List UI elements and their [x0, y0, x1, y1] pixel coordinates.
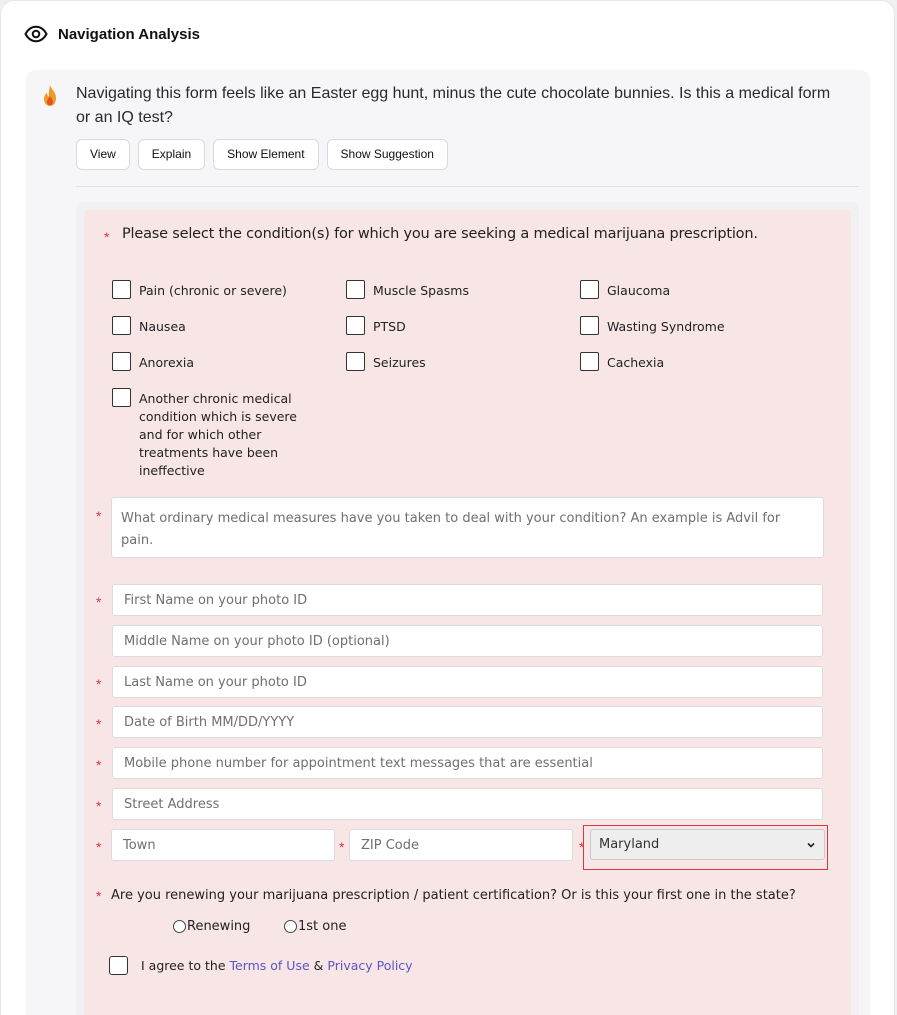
middle-name-input[interactable]: Middle Name on your photo ID (optional) — [112, 625, 823, 657]
checkbox-box[interactable] — [112, 388, 131, 407]
required-mark: * — [104, 229, 110, 245]
explain-button[interactable]: Explain — [138, 139, 205, 170]
checkbox-nausea[interactable] — [112, 318, 186, 336]
required-mark: * — [579, 839, 585, 855]
checkbox-label: Wasting Syndrome — [607, 319, 725, 334]
checkbox-box[interactable] — [112, 316, 131, 335]
required-mark: * — [96, 508, 102, 524]
town-input[interactable]: Town — [111, 829, 335, 861]
checkbox-box[interactable] — [346, 352, 365, 371]
checkbox-cachexia[interactable] — [580, 354, 664, 372]
checkbox-muscle-spasms[interactable] — [346, 282, 469, 300]
show-element-button[interactable]: Show Element — [213, 139, 318, 170]
ampersand: & — [313, 958, 324, 973]
page-title: Navigation Analysis — [58, 25, 200, 43]
checkbox-label: Muscle Spasms — [373, 283, 469, 298]
checkbox-label: Anorexia — [139, 355, 194, 370]
checkbox-box[interactable] — [112, 280, 131, 299]
checkbox-box[interactable] — [112, 352, 131, 371]
checkbox-other-condition[interactable] — [112, 390, 312, 480]
checkbox-glaucoma[interactable] — [580, 282, 670, 300]
agree-checkbox[interactable] — [109, 956, 128, 975]
required-mark: * — [96, 888, 102, 904]
eye-icon — [24, 22, 48, 46]
checkbox-box[interactable] — [580, 352, 599, 371]
checkbox-label: Cachexia — [607, 355, 665, 370]
divider — [76, 186, 859, 187]
checkbox-box[interactable] — [580, 316, 599, 335]
action-buttons — [76, 139, 448, 170]
required-mark: * — [96, 757, 102, 773]
checkbox-pain[interactable] — [112, 282, 287, 300]
radio-label: Renewing — [187, 919, 251, 934]
checkbox-label: Seizures — [373, 355, 426, 370]
renew-question: Are you renewing your marijuana prescription / patient certification? Or is this your first one in the state? — [111, 888, 796, 903]
checkbox-anorexia[interactable] — [112, 354, 194, 372]
checkbox-wasting-syndrome[interactable] — [580, 318, 725, 336]
checkbox-label: Pain (chronic or severe) — [139, 283, 287, 298]
checkbox-label: PTSD — [373, 319, 406, 334]
radio-label: 1st one — [298, 919, 347, 934]
required-mark: * — [96, 798, 102, 814]
state-select-value: Maryland — [599, 837, 660, 852]
checkbox-box[interactable] — [346, 280, 365, 299]
required-mark: * — [96, 594, 102, 610]
mobile-input[interactable]: Mobile phone number for appointment text messages that are essential — [112, 747, 823, 779]
radio-renewing[interactable] — [173, 919, 250, 934]
agree-prefix: I agree to the — [141, 958, 226, 973]
required-mark: * — [96, 716, 102, 732]
required-mark: * — [96, 676, 102, 692]
required-mark: * — [339, 839, 345, 855]
radio-first-one[interactable] — [284, 919, 346, 934]
zip-input[interactable]: ZIP Code — [349, 829, 573, 861]
privacy-link[interactable]: Privacy Policy — [327, 958, 413, 973]
checkbox-box[interactable] — [346, 316, 365, 335]
view-button[interactable]: View — [76, 139, 130, 170]
checkbox-seizures[interactable] — [346, 354, 426, 372]
highlight-box — [583, 825, 828, 870]
terms-link[interactable]: Terms of Use — [229, 958, 310, 973]
first-name-input[interactable]: First Name on your photo ID — [112, 584, 823, 616]
show-suggestion-button[interactable]: Show Suggestion — [327, 139, 448, 170]
analysis-header — [24, 22, 200, 46]
measures-textarea[interactable]: What ordinary medical measures have you taken to deal with your condition? An example is Advil for pain. — [111, 497, 824, 558]
radio-button[interactable] — [173, 920, 186, 933]
street-input[interactable]: Street Address — [112, 788, 823, 820]
checkbox-label: Nausea — [139, 319, 186, 334]
required-mark: * — [96, 839, 102, 855]
checkbox-label: Another chronic medical condition which is severe and for which other treatments have been ineffective — [139, 391, 297, 478]
last-name-input[interactable]: Last Name on your photo ID — [112, 666, 823, 698]
analysis-comment: Navigating this form feels like an Easter egg hunt, minus the cute chocolate bunnies. Is this a medical form or an IQ test? — [76, 85, 831, 126]
agree-checkbox-row[interactable] — [109, 956, 413, 975]
condition-question: Please select the condition(s) for which you are seeking a medical marijuana prescription. — [122, 226, 758, 242]
radio-button[interactable] — [284, 920, 297, 933]
checkbox-box[interactable] — [580, 280, 599, 299]
dob-input[interactable]: Date of Birth MM/DD/YYYY — [112, 706, 823, 738]
checkbox-label: Glaucoma — [607, 283, 671, 298]
fire-icon — [40, 84, 60, 108]
checkbox-ptsd[interactable] — [346, 318, 406, 336]
